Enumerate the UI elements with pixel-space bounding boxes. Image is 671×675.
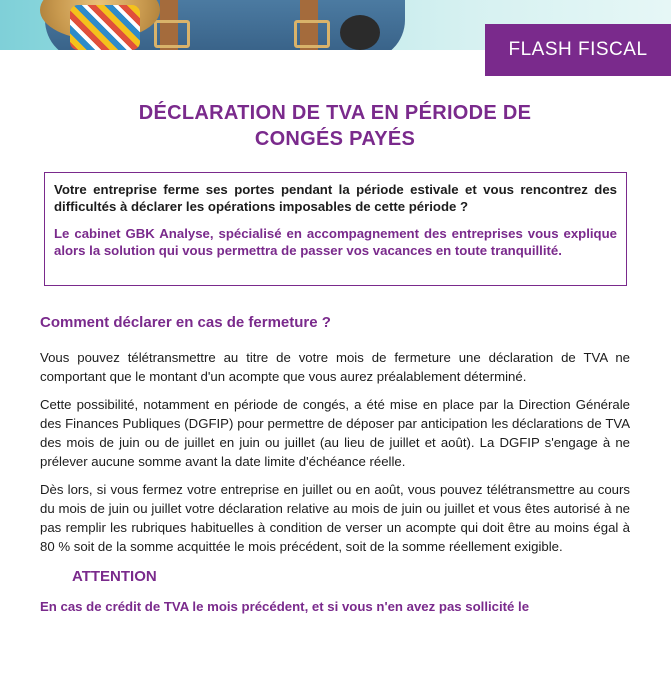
sunglasses-illustration	[340, 15, 380, 50]
paragraph: Vous pouvez télétransmettre au titre de votre mois de fermeture une déclaration de TVA ne comportant que le montant d'un acompte que vous aurez préalablement déterminé.	[40, 350, 630, 384]
intro-answer: Le cabinet GBK Analyse, spécialisé en accompagnement des entreprises vous explique alors la solution qui vous permettra de passer vos vacances en toute tranquillité.	[54, 226, 617, 258]
intro-box	[44, 172, 627, 286]
credit-paragraph: En cas de crédit de TVA le mois précédent, et si vous n'en avez pas sollicité le	[40, 599, 530, 614]
paragraph: Cette possibilité, notamment en période de congés, a été mise en place par la Direction Générale des Finances Publiques (DGFIP) pour permettre de déposer par anticipation les déclarations de TVA des mois de juin ou de juillet en juin ou juillet (au lieu de juillet et août). La DGFIP s'engage à ne prélever aucune somme avant la date limite d'échéance réelle.	[40, 397, 630, 469]
paragraph: Dès lors, si vous fermez votre entreprise en juillet ou en août, vous pouvez télétransmettre au cours du mois de juin ou juillet votre déclaration relative au mois de juin ou juillet et vous êtes autorisé à ne pas remplir les rubriques habituelles à condition de verser un acompte qui doit être au moins égal à 80 % soit de la somme acquittée le mois précédent, soit de la somme réellement exigible.	[40, 482, 630, 554]
intro-question: Votre entreprise ferme ses portes pendant la période estivale et vous rencontrez des difficultés à déclarer les opérations imposables de cette période ?	[54, 182, 617, 214]
page-title	[60, 100, 610, 152]
flash-fiscal-tag: FLASH FISCAL	[485, 24, 671, 76]
title-line-1: DÉCLARATION DE TVA EN PÉRIODE DE	[138, 102, 532, 124]
section-heading: Comment déclarer en cas de fermeture ?	[40, 314, 331, 331]
title-line-2: CONGÉS PAYÉS	[254, 128, 416, 150]
colorful-scarf-illustration	[70, 5, 140, 50]
strap-buckle	[154, 20, 190, 48]
strap-buckle	[294, 20, 330, 48]
attention-heading: ATTENTION	[72, 568, 157, 585]
article-body	[40, 314, 630, 625]
